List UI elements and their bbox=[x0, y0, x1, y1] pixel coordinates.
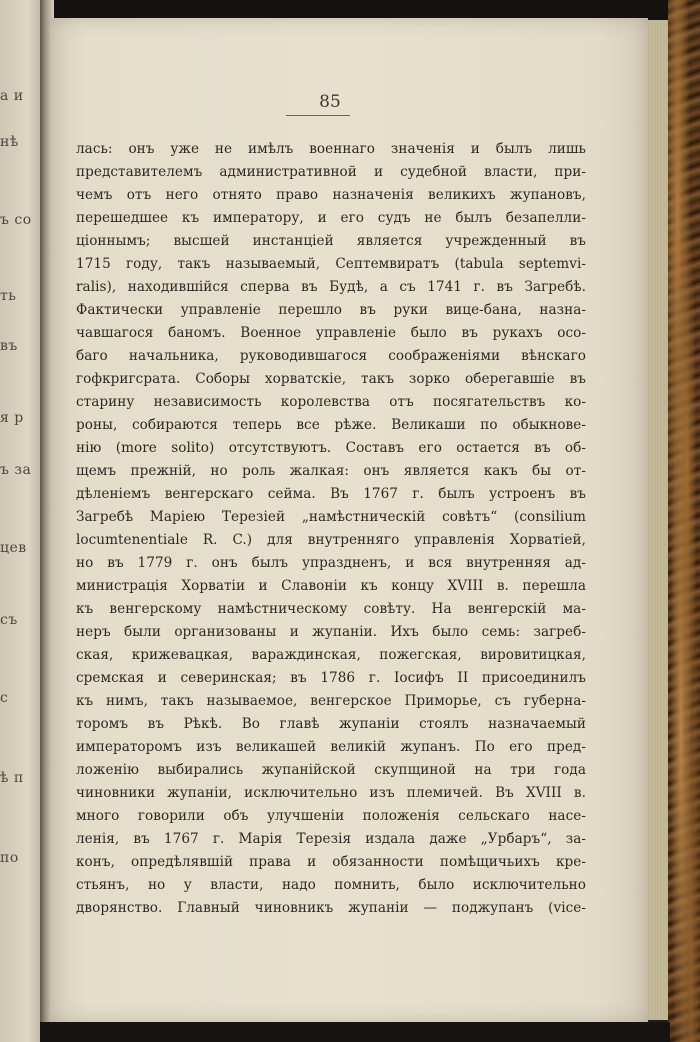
left-page-fragment: нѣ bbox=[0, 134, 19, 150]
text-line: сремская и северинская; въ 1786 г. Іосифъ II присоединилъ bbox=[76, 670, 586, 686]
left-page-fragment: я р bbox=[0, 410, 24, 426]
text-line: ralis), находившійся сперва въ Будѣ, а съ 1741 г. въ Загребѣ. bbox=[76, 279, 586, 295]
text-line: неръ были организованы и жупаніи. Ихъ было семь: загреб- bbox=[76, 624, 586, 640]
text-line: чиновники жупаніи, исключительно изъ племичей. Въ XVIII в. bbox=[76, 785, 586, 801]
text-line: ложенію выбирались жупанійской скупщиной на три года bbox=[76, 762, 586, 778]
text-line: locumtenentiale R. C.) для внутренняго управленія Хорватіей, bbox=[76, 532, 586, 548]
text-line: ленія, въ 1767 г. Марія Терезія издала даже „Урбаръ“, за- bbox=[76, 831, 586, 847]
left-page-fragment: по bbox=[0, 850, 19, 866]
text-line: много говорили объ улучшеніи положенія сельскаго насе- bbox=[76, 808, 586, 824]
background-top bbox=[0, 0, 700, 20]
page-number-rule bbox=[286, 115, 350, 116]
text-line: щемъ прежній, но роль жалкая: онъ является какъ бы от- bbox=[76, 463, 586, 479]
text-line: дворянство. Главный чиновникъ жупаніи — поджупанъ (vice- bbox=[76, 900, 586, 916]
text-line: гофкригсрата. Соборы хорватскіе, такъ зорко оберегавшіе въ bbox=[76, 371, 586, 387]
left-page-fragment: с bbox=[0, 690, 9, 706]
left-page-fragment: а и bbox=[0, 88, 24, 104]
text-line: торомъ въ Рѣкѣ. Во главѣ жупаніи стоялъ назначаемый bbox=[76, 716, 586, 732]
text-line: къ нимъ, такъ называемое, венгерское Приморье, съ губерна- bbox=[76, 693, 586, 709]
text-line: нію (more solito) отсутствуютъ. Составъ его остается въ об- bbox=[76, 440, 586, 456]
left-page-fragment: въ bbox=[0, 338, 18, 354]
page-block-edges bbox=[646, 20, 670, 1020]
text-line: баго начальника, руководившагося соображеніями вѣнскаго bbox=[76, 348, 586, 364]
text-line: 1715 году, такъ называемый, Септемвиратъ (tabula septemvi- bbox=[76, 256, 586, 272]
page-number: 85 bbox=[319, 92, 341, 112]
text-line: Загребѣ Маріею Терезіей „намѣстническій совѣтъ“ (consilium bbox=[76, 509, 586, 525]
text-line: лась: онъ уже не имѣлъ военнаго значенія и былъ лишь bbox=[76, 141, 586, 157]
text-line: конъ, опредѣлявшій права и обязанности помѣщичьихъ кре- bbox=[76, 854, 586, 870]
left-page-fragment: ѣ п bbox=[0, 770, 24, 786]
body-text bbox=[76, 138, 586, 920]
text-line: перешедшее къ императору, и его судъ не былъ безапелли- bbox=[76, 210, 586, 226]
background-bottom bbox=[40, 1022, 670, 1042]
left-page-fragment: ъ за bbox=[0, 462, 32, 478]
left-page-fragment: цев bbox=[0, 540, 27, 556]
text-line: дѣленіемъ венгерскаго сейма. Въ 1767 г. былъ устроенъ въ bbox=[76, 486, 586, 502]
text-line: стьянъ, но у власти, надо помнить, было исключительно bbox=[76, 877, 586, 893]
text-line: министрація Хорватіи и Славоніи къ концу XVIII в. перешла bbox=[76, 578, 586, 594]
text-line: но въ 1779 г. онъ былъ упраздненъ, и вся внутренняя ад- bbox=[76, 555, 586, 571]
text-line: чавшагося баномъ. Военное управленіе было въ рукахъ осо- bbox=[76, 325, 586, 341]
text-line: Фактически управленіе перешло въ руки вице-бана, назна- bbox=[76, 302, 586, 318]
text-line: императоромъ изъ великашей великій жупанъ. По его пред- bbox=[76, 739, 586, 755]
left-page-fragment: ъ со bbox=[0, 212, 32, 228]
text-line: чемъ отъ него отнято право назначенія великихъ жупановъ, bbox=[76, 187, 586, 203]
text-line: ская, крижевацкая, вараждинская, пожегская, вировитицкая, bbox=[76, 647, 586, 663]
main-page bbox=[50, 18, 648, 1022]
left-page-fragment: съ bbox=[0, 612, 18, 628]
text-line: къ венгерскому намѣстническому совѣту. На венгерскій ма- bbox=[76, 601, 586, 617]
text-line: ціоннымъ; высшей инстанціей является учрежденный въ bbox=[76, 233, 586, 249]
text-line: представителемъ административной и судебной власти, при- bbox=[76, 164, 586, 180]
text-line: роны, собираются теперь все рѣже. Великаши по обыкнове- bbox=[76, 417, 586, 433]
marbled-cover bbox=[668, 0, 700, 1042]
text-line: старину независимость королевства отъ посягательствъ ко- bbox=[76, 394, 586, 410]
left-page-fragment: ть bbox=[0, 288, 17, 304]
